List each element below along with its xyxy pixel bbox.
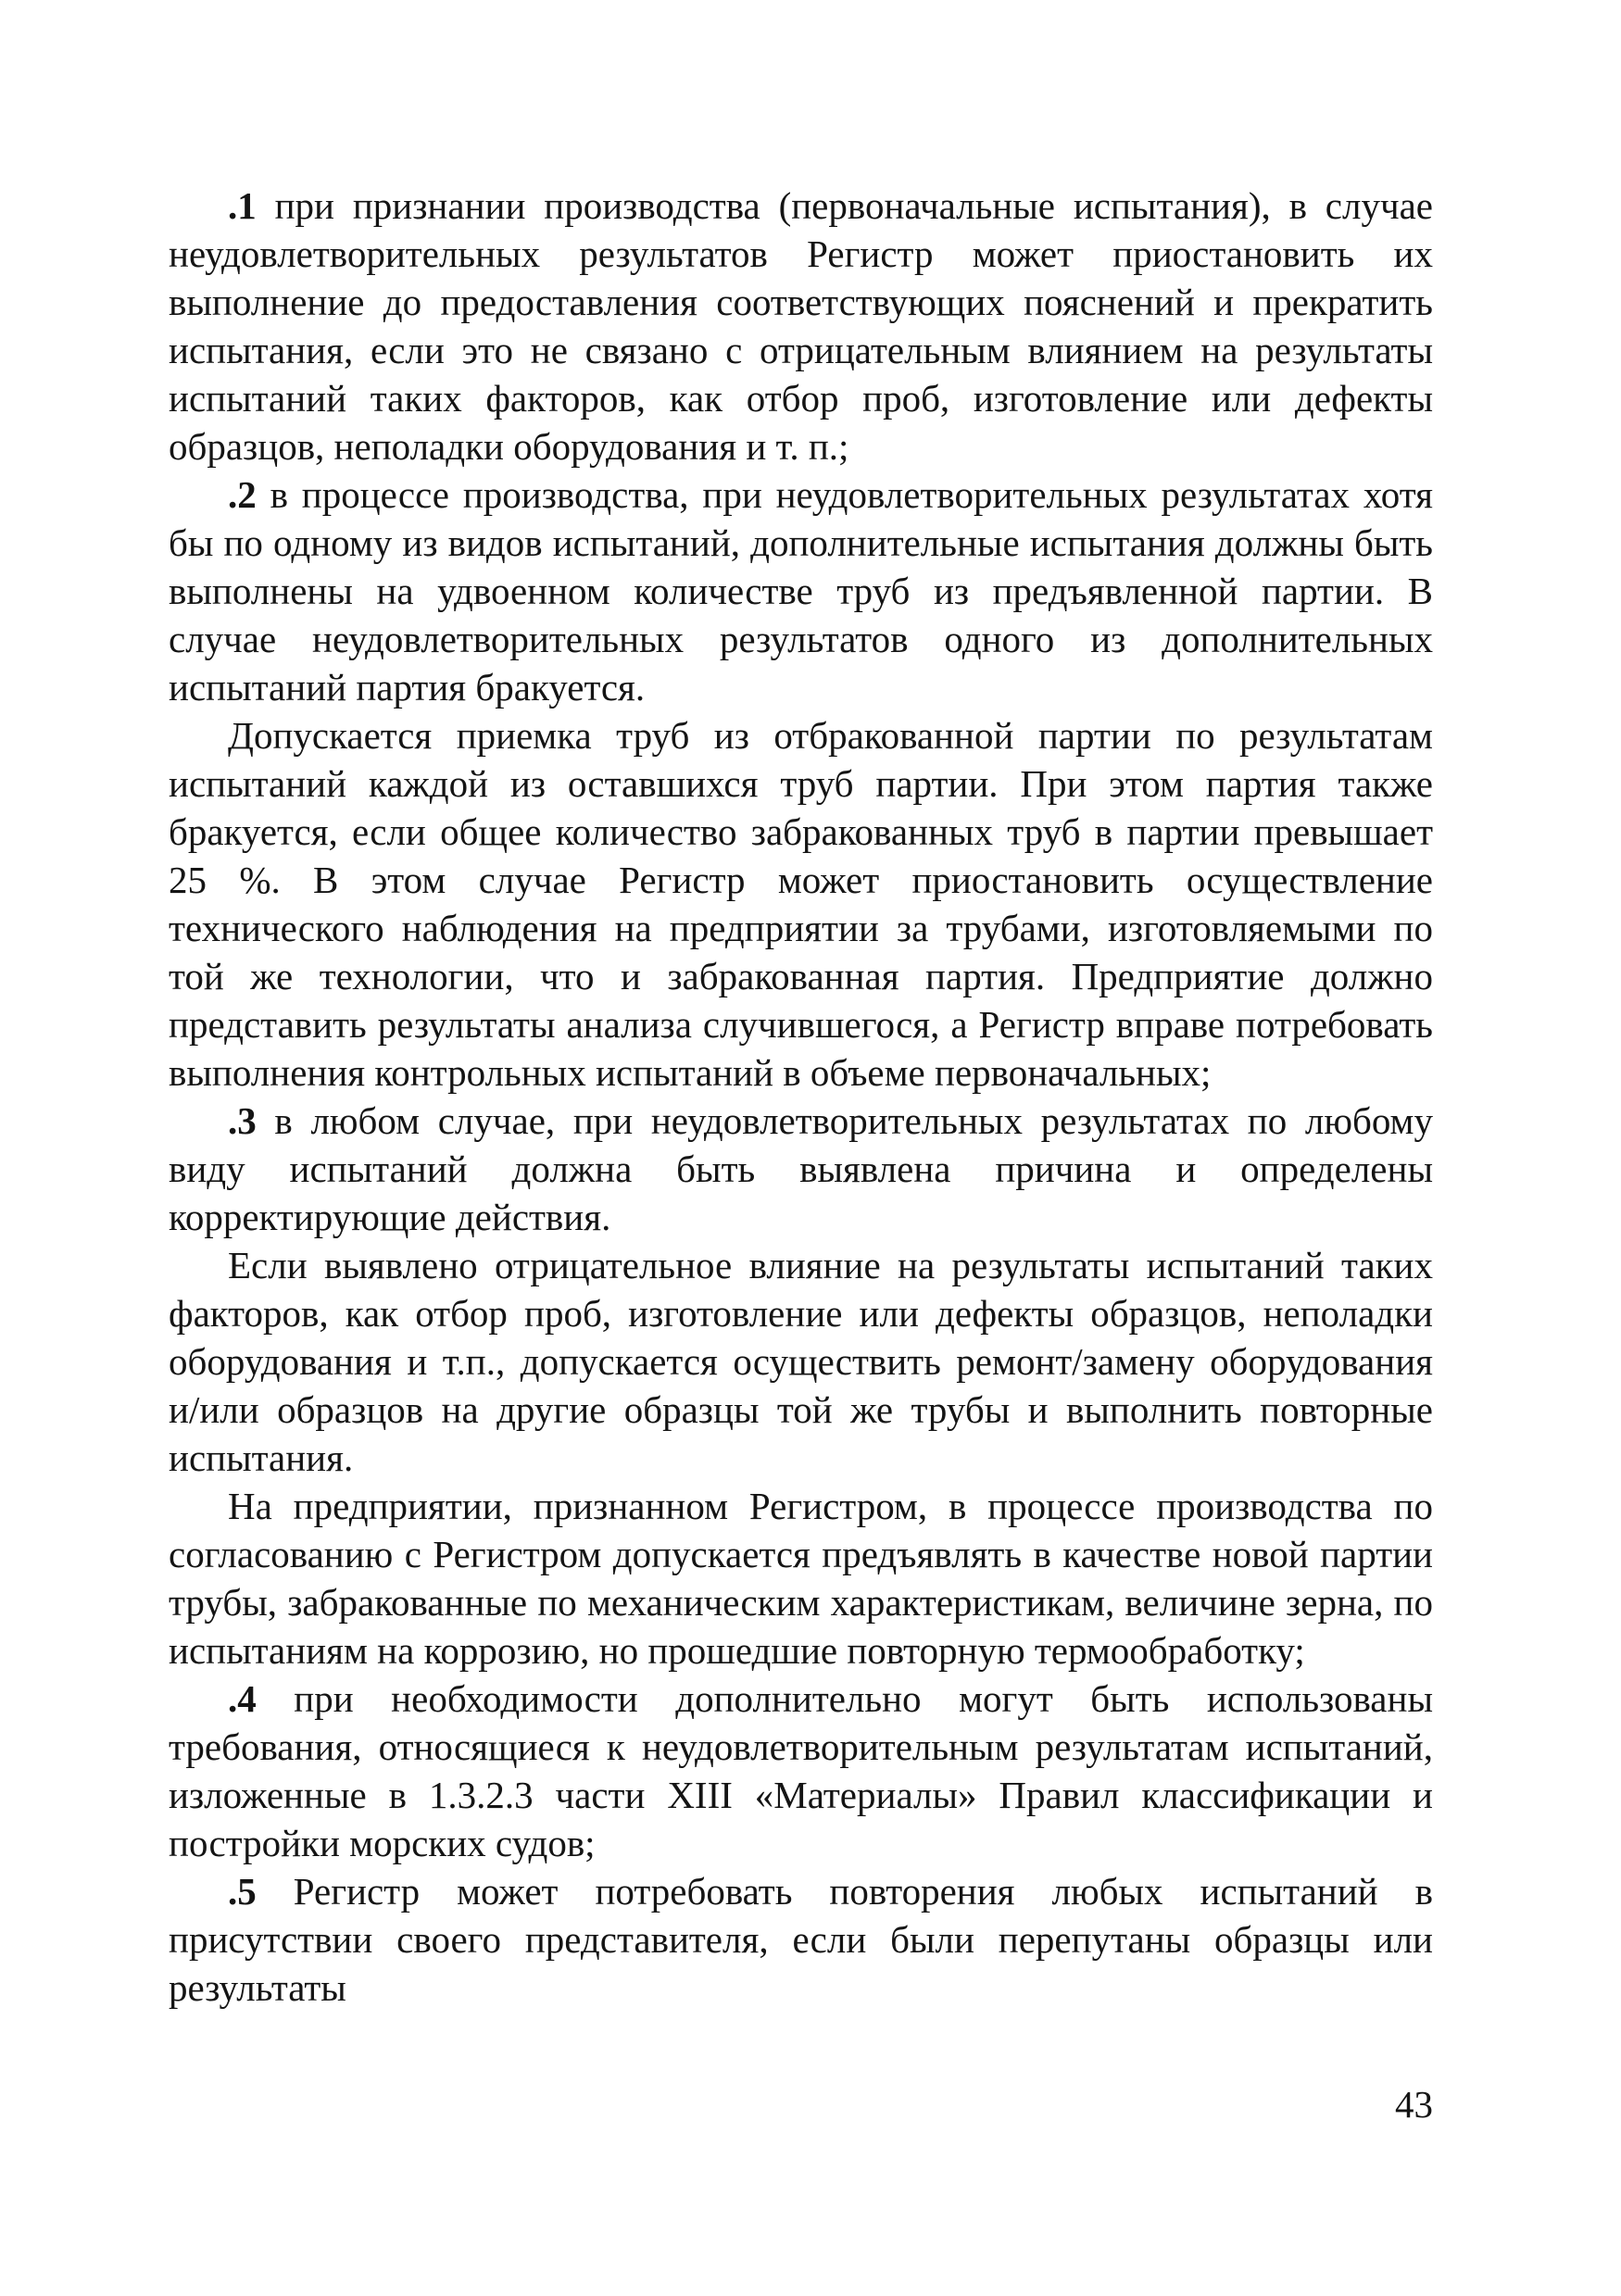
paragraph	[169, 1241, 1433, 1482]
paragraph	[169, 1482, 1433, 1675]
paragraph-text: Если выявлено отрицательное влияние на результаты испытаний таких факторов, как отбор проб, изготовление или дефекты образцов, неполадки оборудования и т.п., допускается осуществить ремонт/замену оборудования и/или образцов на другие образцы той же трубы и выполнить повторные испытания.	[169, 1244, 1433, 1479]
item-marker: .5	[228, 1870, 257, 1913]
paragraph-item-4	[169, 1675, 1433, 1867]
paragraph-item-5	[169, 1867, 1433, 2012]
paragraph-item-3	[169, 1097, 1433, 1241]
paragraph-text: На предприятии, признанном Регистром, в процессе производства по согласованию с Регистром допускается предъявлять в качестве новой партии трубы, забракованные по механическим характеристикам, величине зерна, по испытаниям на коррозию, но прошедшие повторную термообработку;	[169, 1485, 1433, 1672]
item-marker: .3	[228, 1099, 257, 1142]
paragraph-text: Допускается приемка труб из отбракованной партии по результатам испытаний каждой из оставшихся труб партии. При этом партия также бракуется, если общее количество забракованных труб в партии превышает 25 %. В этом случае Регистр может приостановить осуществление технического наблюдения на предприятии за трубами, изготовляемыми по той же технологии, что и забракованная партия. Предприятие должно представить результаты анализа случившегося, а Регистр вправе потребовать выполнения контрольных испытаний в объеме первоначальных;	[169, 714, 1433, 1094]
paragraph-text: в любом случае, при неудовлетворительных результатах по любому виду испытаний должна быть выявлена причина и определены корректирующие действия.	[169, 1099, 1433, 1238]
paragraph-item-1	[169, 182, 1433, 470]
text-body	[169, 182, 1433, 2012]
item-marker: .4	[228, 1677, 257, 1720]
item-marker: .1	[228, 184, 257, 227]
item-marker: .2	[228, 473, 257, 516]
page-number: 43	[1395, 2083, 1433, 2126]
paragraph-text: при необходимости дополнительно могут быть использованы требования, относящиеся к неудовлетворительным результатам испытаний, изложенные в 1.3.2.3 части XIII «Материалы» Правил классификации и постройки морских судов;	[169, 1677, 1433, 1864]
paragraph-text: в процессе производства, при неудовлетворительных результатах хотя бы по одному из видов испытаний, дополнительные испытания должны быть выполнены на удвоенном количестве труб из предъявленной партии. В случае неудовлетворительных результатов одного из дополнительных испытаний партия бракуется.	[169, 473, 1433, 709]
paragraph-text: при признании производства (первоначальные испытания), в случае неудовлетворительных результатов Регистр может приостановить их выполнение до предоставления соответствующих пояснений и прекратить испытания, если это не связано с отрицательным влиянием на результаты испытаний таких факторов, как отбор проб, изготовление или дефекты образцов, неполадки оборудования и т. п.;	[169, 184, 1433, 468]
paragraph	[169, 711, 1433, 1097]
paragraph-text: Регистр может потребовать повторения любых испытаний в присутствии своего представителя, если были перепутаны образцы или результаты	[169, 1870, 1433, 2009]
paragraph-item-2	[169, 470, 1433, 711]
